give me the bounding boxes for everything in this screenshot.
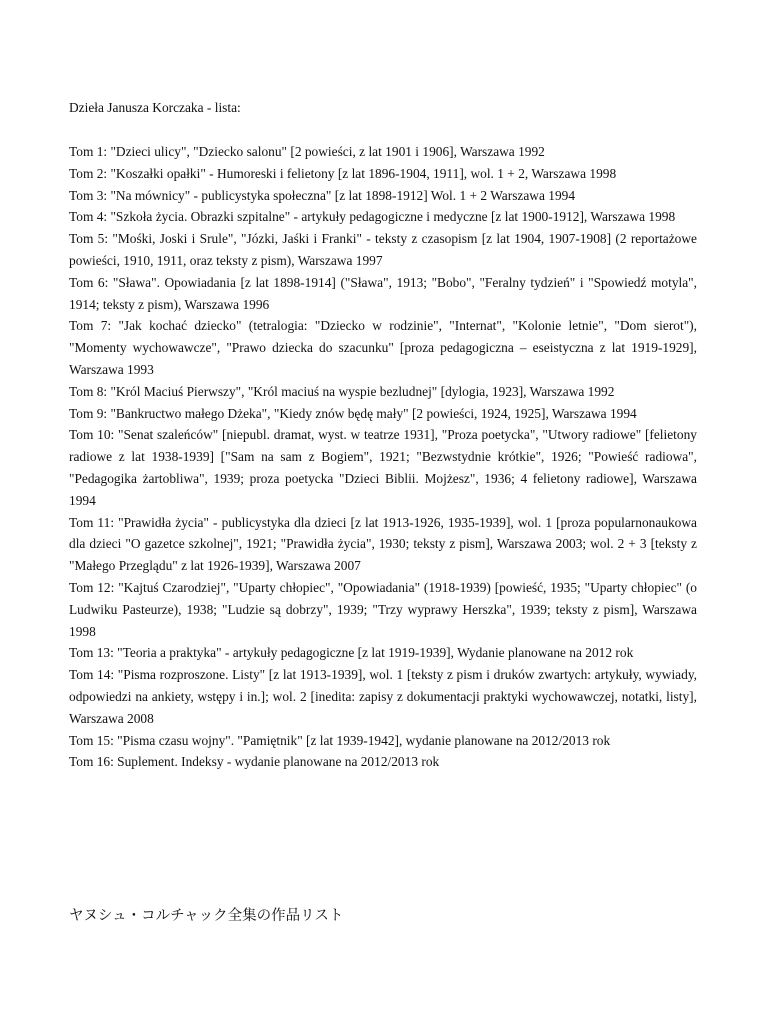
volume-entry-7: Tom 7: "Jak kochać dziecko" (tetralogia: "Dziecko w rodzinie", "Internat", "Kolonie letnie", "Dom sierot"), "Momenty wychowawcze", "Prawo dziecka do szacunku" [proza pedagogiczna – eseistyczna z lat 1919-1929], Warszawa 1993 xyxy=(69,318,697,377)
volume-entry-9: Tom 9: "Bankructwo małego Dżeka", "Kiedy znów będę mały" [2 powieści, 1924, 1925], Warszawa 1994 xyxy=(69,405,637,421)
volume-entry-10: Tom 10: "Senat szaleńców" [niepubl. dramat, wyst. w teatrze 1931], "Proza poetycka", "Utwory radiowe" [felietony radiowe z lat 1938-1939] ["Sam na sam z Bogiem", 1921; "Bezwstydnie krótkie", 1926; "Powieść radiowa", "Pedagogika żartobliwa", 1939; proza poetycka "Dzieci Biblii. Mojżesz", 1936; 4 felietony radiowe], Warszawa 1994 xyxy=(69,427,697,508)
volume-entry-2: Tom 2: "Koszałki opałki" - Humoreski i felietony [z lat 1896-1904, 1911], wol. 1 + 2, Warszawa 1998 xyxy=(69,165,617,181)
japanese-title: ヤヌシュ・コルチャック全集の作品リスト xyxy=(69,908,344,924)
volume-entry-3: Tom 3: "Na mównicy" - publicystyka społeczna" [z lat 1898-1912] Wol. 1 + 2 Warszawa 1994 xyxy=(69,187,576,203)
volume-entry-4: Tom 4: "Szkoła życia. Obrazki szpitalne" - artykuły pedagogiczne i medyczne [z lat 1900-1912], Warszawa 1998 xyxy=(69,209,676,225)
volume-entry-15: Tom 15: "Pisma czasu wojny". "Pamiętnik" [z lat 1939-1942], wydanie planowane na 2012/2013 rok xyxy=(69,732,611,748)
volume-entry-6: Tom 6: "Sława". Opowiadania [z lat 1898-1914] ("Sława", 1913; "Bobo", "Feralny tydzień" i "Spowiedź motyla", 1914; teksty z pism), Warszawa 1996 xyxy=(69,274,697,312)
volume-entry-13: Tom 13: "Teoria a praktyka" - artykuły pedagogiczne [z lat 1919-1939], Wydanie planowane na 2012 rok xyxy=(69,645,634,661)
volume-entry-14: Tom 14: "Pisma rozproszone. Listy" [z lat 1913-1939], wol. 1 [teksty z pism i druków zwartych: artykuły, wywiady, odpowiedzi na ankiety, wstępy i in.]; wol. 2 [inedita: zapisy z dokumentacji praktyki wychowawczej, notatki, listy], Warszawa 2008 xyxy=(69,667,697,726)
volume-entry-12: Tom 12: "Kajtuś Czarodziej", "Uparty chłopiec", "Opowiadania" (1918-1939) [powieść, 1935; "Uparty chłopiec" (o Ludwiku Pasteurze), 1938; "Ludzie są dobrzy", 1939; "Trzy wyprawy Herszka", 1939; teksty z pism], Warszawa 1998 xyxy=(69,579,697,639)
volume-entry-8: Tom 8: "Król Maciuś Pierwszy", "Król maciuś na wyspie bezludnej" [dylogia, 1923], Warszawa 1992 xyxy=(69,383,615,399)
volume-list xyxy=(69,141,697,773)
volume-entry-16: Tom 16: Suplement. Indeksy - wydanie planowane na 2012/2013 rok xyxy=(69,754,440,770)
volume-entry-1: Tom 1: "Dzieci ulicy", "Dziecko salonu" [2 powieści, z lat 1901 i 1906], Warszawa 1992 xyxy=(69,144,545,159)
volume-entry-5: Tom 5: "Mośki, Joski i Srule", "Józki, Jaśki i Franki" - teksty z czasopism [z lat 1904, 1907-1908] (2 reportażowe powieści, 1910, 1911, oraz teksty z pism), Warszawa 1997 xyxy=(69,231,697,268)
volume-entry-11: Tom 11: "Prawidła życia" - publicystyka dla dzieci [z lat 1913-1926, 1935-1939], wol. 1 [proza popularnonaukowa dla dzieci "O gazetce szkolnej", 1921; "Prawidła życia", 1930; teksty z pism], Warszawa 2003; wol. 2 + 3 [teksty z "Małego Przeglądu" z lat 1926-1939], Warszawa 2007 xyxy=(69,514,697,574)
document-heading: Dzieła Janusza Korczaka - lista: xyxy=(69,100,241,115)
